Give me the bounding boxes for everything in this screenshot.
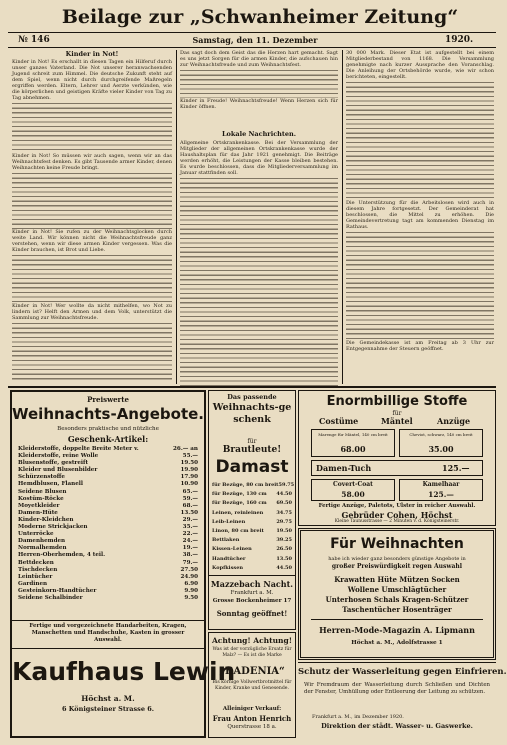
item-price: 26.— an [173,446,198,452]
offer-label: Marenge für Mäntel, 140 cm breit [318,432,388,437]
ad-product: „BADENIA“ [219,666,285,677]
opening-note: Sonntag geöffnet! [216,609,288,618]
offer-label: Kamelhaar [422,481,460,488]
offer-box [311,460,483,476]
price-row [18,453,198,460]
price-row [18,496,198,503]
issue-date: Samstag, den 11. Dezember [192,35,318,45]
price-row [18,581,198,588]
ad-agent-name: Frau Anton Henrich [212,714,292,723]
category-costume: Costüme [319,416,359,426]
item-name: Kopfkissen [212,564,244,571]
price-row [18,460,198,467]
category-coats: Mäntel [381,416,413,426]
item-price: 19.90 [180,467,198,474]
ad-pretitle: Das passende [227,393,277,401]
ad-damast [208,390,296,630]
shop-address: Grosse Bockenheimer 17 [212,598,292,604]
item-price: 79.— [182,559,198,566]
item-name: für Bezüge, 160 cm [212,500,267,507]
item-name: Gesteinkorn-Handtücher [18,587,97,594]
item-name: für Bezüge, 80 cm breit [212,482,279,488]
ad-subtitle: Besonders praktische und nützliche [57,426,159,432]
text-lines [180,176,338,386]
offer-price: 125.— [428,490,454,499]
price-row [18,552,198,559]
item-price: 65.— [182,488,198,495]
price-row [18,560,198,567]
paragraph: 30 000 Mark. Dieser Etat ist aufgestellt bei einem Mitgliederbestand von 1168. Die Versammlung genehmigte nach kurzer Aussprache den Voranschlag. Die Anleihung der Ortsbehörde wurde, wie wir schon berichteten, eingestellt. [346,50,494,80]
item-price: 22.— [182,531,198,538]
category-suits: Anzüge [437,416,471,426]
price-row [18,538,198,545]
shop-name: Herren-Mode-Magazin A. Lipmann [319,625,475,635]
ad-footnote: Fertige Anzüge, Paletots, Ulster in reicher Auswahl. [318,503,476,509]
shop-city: Höchst a. M. [81,694,135,703]
item-price: 19.50 [276,528,292,535]
article-text [346,50,494,384]
price-row [212,481,295,490]
ad-title: Für Weihnachten [330,536,464,552]
paragraph: Das sagt doch dem Geist das die Herzen hart gemacht. Sagt es uns jetzt Sorgen für die armen Kinder, die aufschauen hin zur Weihnachtsfreude und zum Weihnachtsfest. [180,50,338,68]
item-name: Linon, 80 cm breit [212,528,264,535]
item-name: Kleiderstoffe, doppelte Breite Meter v. [18,446,139,452]
item-price: 10.90 [180,481,198,488]
price-row [212,509,292,518]
item-name: Tischdecken [18,566,58,573]
ad-footnote: Fertige und vorgezeichnete Handarbeiten, Kragen, Manschetten und Handschuhe, Kasten in grosser Auswahl. [29,623,187,643]
item-name: Herren-Oberhemden, 4 teil. [18,552,106,559]
paragraph: Kinder in Not! So müssen wir auch sagen, wenn wir an das Weihnachtsfest denken. Es gibt Tausende armer Kinder, denen Weihnachten keine Freude bringt. [12,153,172,171]
notice-water-pipes [298,662,507,739]
item-name: Kinder-Kleidchen [18,516,74,523]
item-price: 29.— [182,516,198,523]
shop-address: Kleine Taunusstrasse — 2 Minuten v. d. Königsteinerstr. [334,519,460,524]
ad-product-line: Unterhosen Schals Kragen-Schützer [325,595,469,604]
price-list [212,481,295,573]
notice-text: Wir Fremdraum der Wasserleitung durch Schließen und Dichten der Fenster, Umhüllung oder Entleerung der Leitung zu schützen. [304,682,490,695]
shop-name: Mazzebach Nacht. [210,579,294,589]
divider [209,575,295,576]
item-price: 55.— [182,453,198,460]
paragraph: Die Gemeindekasse ist am Freitag ab 3 Uhr zur Entgegennahme der Steuern geöffnet. [346,340,494,352]
item-name: Leintücher [18,573,53,580]
price-row [18,510,198,517]
offer-box [311,429,395,457]
item-price: 9.90 [184,587,198,594]
price-row [212,499,292,508]
item-price: 68.— [182,502,198,509]
item-name: Bettlaken [212,537,240,544]
item-price: 24.— [182,538,198,545]
ad-title: Enormbillige Stoffe [326,394,468,409]
issue-number: № 146 [18,35,50,45]
item-price: 69.50 [276,500,292,507]
divider [12,648,204,649]
price-row [18,574,198,581]
item-price: 38.— [182,552,198,559]
column-rule [342,50,343,384]
price-row [18,446,198,453]
column-rule [176,50,177,384]
divider [311,619,483,620]
item-name: Kissen-Leinen [212,546,252,553]
item-name: Unterröcke [18,531,54,538]
paragraph: Kinder in Not! Wer wollte da nicht mithelfen, wo Not zu lindern ist? Helft den Armen und dem Volk, unterstützt die Sammlung zur Weihnachtsfreude. [12,303,172,321]
text-lines [346,230,494,340]
item-name: Damenhemden [18,538,66,545]
text-lines [12,171,172,229]
offer-label: Damen-Tuch [316,463,372,473]
item-name: Seidene Schalbinder [18,594,83,601]
price-row [18,567,198,574]
price-row [18,531,198,538]
ad-title: Weihnachts-geschenk [212,402,292,425]
item-price: 6.90 [184,580,198,587]
item-name: Schürzenstoffe [18,474,65,481]
item-price: 19.— [182,545,198,552]
ad-text: Was ist der vorzügliche Ersatz für Malz? — Es ist die Marke [212,647,292,658]
ad-product-line: Krawatten Hüte Mützen Socken [334,575,460,584]
ad-agent-label: Alleiniger Verkauf: [222,706,282,712]
offer-price: 35.00 [428,444,454,454]
item-price: 13.50 [180,509,198,516]
offer-label: Covert-Coat [333,481,373,488]
item-name: Moderne Strickjacken [18,524,88,531]
price-row [212,536,292,545]
ad-product-line: Taschentücher Hosenträger [342,605,452,614]
notice-date: Frankfurt a. M., im Dezember 1920. [312,714,404,720]
item-name: Bettdecken [18,559,54,566]
shop-name: Kaufhaus Lewin [12,657,236,686]
divider [8,386,496,388]
item-name: Handtücher [212,555,246,562]
ad-title: Weihnachts-Angebote. [12,405,204,423]
price-row [212,564,292,573]
item-name: Blusenstoffe, gestreift [18,460,89,467]
item-price: 19.50 [180,460,198,467]
offer-box [311,479,395,501]
text-lines [180,68,338,98]
item-name: Seidene Blusen [18,488,67,495]
ad-text: Bis körnige Vollwertbrotmittel für Kinder, Kranke und Genesende. [212,680,292,691]
price-row [18,517,198,524]
ad-pretitle: Preiswerte [87,395,129,404]
article-heading: Kinder in Not! [65,50,119,58]
item-price: 27.50 [180,566,198,573]
issue-year: 1920. [445,35,474,45]
ad-agent-address: Querstrasse 18 a. [227,724,277,730]
price-row [18,489,198,496]
price-row [212,555,292,564]
item-price: 35.— [182,524,198,531]
offer-price: 58.00 [341,490,365,499]
price-row [18,595,198,602]
paragraph: Kinder in Not! Es erschallt in diesen Tagen ein Hilferuf durch unser ganzes Vaterland. Die Not unserer heranwachsenden Jugend schreit zum Himmel. Die deutsche Zukunft steht auf dem Spiel, wenn nicht durch durchgreifende Maßregeln ergriffen werden. Eltern, Lehrer und Aerzte verkünden, wie die körperlichen und geistigen Kräfte vieler Kinder von Tag zu Tag abnehmen. [12,59,172,101]
item-name: Damen-Hüte [18,509,58,516]
item-name: Hemdblusen, Flanell [18,481,84,488]
ad-product-line: Wollene Umschlägtücher [347,585,447,594]
ad-title: Achtung! Achtung! [211,636,293,645]
page-title: Beilage zur „Schwanheimer Zeitung“ [61,6,459,28]
item-price: 24.90 [180,573,198,580]
item-price: 9.50 [184,594,198,601]
item-name: Kleiderstoffe, reine Wolle [18,453,99,460]
article-text [180,50,338,128]
offer-box [399,429,483,457]
item-name: Kostüm-Röcke [18,495,64,502]
text-lines [12,101,172,153]
item-name: Kleider und Blusenbilder [18,467,98,474]
item-price: 34.75 [276,509,292,516]
price-row [212,527,292,536]
price-list [18,446,198,606]
article-text [12,59,172,384]
item-price: 59.75 [278,482,295,488]
shop-name: Gebrüder Cohen, Höchst [341,510,453,520]
ad-subtitle: Brautleute! [222,445,282,455]
price-row [18,588,198,595]
ad-product: Damast [215,457,289,477]
item-name: Moyetkleider [18,502,60,509]
price-row [212,490,292,499]
shop-city: Frankfurt a. M. [230,590,274,596]
item-name: Gardinen [18,580,48,587]
price-row [212,518,292,527]
divider [12,620,204,621]
paragraph: Die Unterstützung für die Arbeitslosen wird auch in diesem Jahre fortgesetzt. Der Gemeinderat hat beschlossen, die Mittel zu erhöhen. Die Gemeindevertretung tagt am kommenden Dienstag im Rathaus. [346,200,494,230]
notice-signature: Direktion der städt. Wasser- u. Gaswerke. [321,722,473,730]
text-lines [12,253,172,303]
item-price: 26.50 [276,546,292,553]
ad-subtitle: für [392,410,402,417]
article-text [180,140,338,384]
item-price: 29.75 [276,518,292,525]
divider [8,47,496,48]
ad-text: großer Preiswürdigkeit regen Auswahl [331,563,463,570]
item-price: 59.— [182,495,198,502]
item-price: 44.50 [276,564,292,571]
signature-line: Kinder in Freude! Weihnachtsfreude! Wenn Herzen sich für Kinder öffnen. [180,98,338,110]
paragraph: Kinder in Not! Sie rufen zu der Weihnachtsglocken durch weite Land. Wir können nicht die Weihnachtsfreude ganz verstehen, wenn wir diese armen Kinder vergessen. Was die Kinder brauchen, ist Brot und Liebe. [12,229,172,253]
item-name: Leib-Leinen [212,518,246,525]
offer-label: Cheviot, schwarz, 140 cm breit [409,432,473,437]
offer-price: 68.00 [340,444,366,454]
price-row [18,503,198,510]
price-row [18,481,198,488]
section-heading: Lokale Nachrichten. [221,130,297,138]
price-row [18,545,198,552]
paragraph: Allgemeine Ortskrankenkasse. Bei der Versammlung der Mitglieder der allgemeinen Ortskrankenkasse wurde der Haushaltsplan für das Jahr 1921 genehmigt. Die Beiträge werden erhöht, die Leistungen der Kasse bleiben bestehen. Es wurde beschlossen, dass die Mitgliederversammlung im Januar stattfinden soll. [180,140,338,176]
ad-lipmann [298,528,496,660]
item-price: 13.50 [276,555,292,562]
item-price: 44.50 [276,491,292,498]
item-name: Leinen, reinleinen [212,509,264,516]
notice-title: Schutz der Wasserleitung gegen Einfrieren. [298,667,507,677]
shop-address: 6 Königsteiner Strasse 6. [61,705,155,713]
ad-text: habe ich wieder ganz besonders günstige Angebote in [328,556,466,562]
ad-subtitle: für [247,438,257,445]
item-price: 17.90 [180,474,198,481]
ad-section: Geschenk-Artikel: [67,434,149,444]
offer-price: 125.— [442,463,470,473]
item-price: 39.25 [276,537,292,544]
price-row [212,545,292,554]
shop-address: Höchst a. M., Adolfstrasse 1 [351,640,443,646]
text-lines [12,321,172,381]
text-lines [346,80,494,200]
price-row [18,474,198,481]
ad-cohen-stoffe [298,390,496,526]
ad-badenia [208,632,296,738]
offer-box [399,479,483,501]
item-name: Normalhemden [18,545,67,552]
item-name: für Bezüge, 130 cm [212,491,267,498]
